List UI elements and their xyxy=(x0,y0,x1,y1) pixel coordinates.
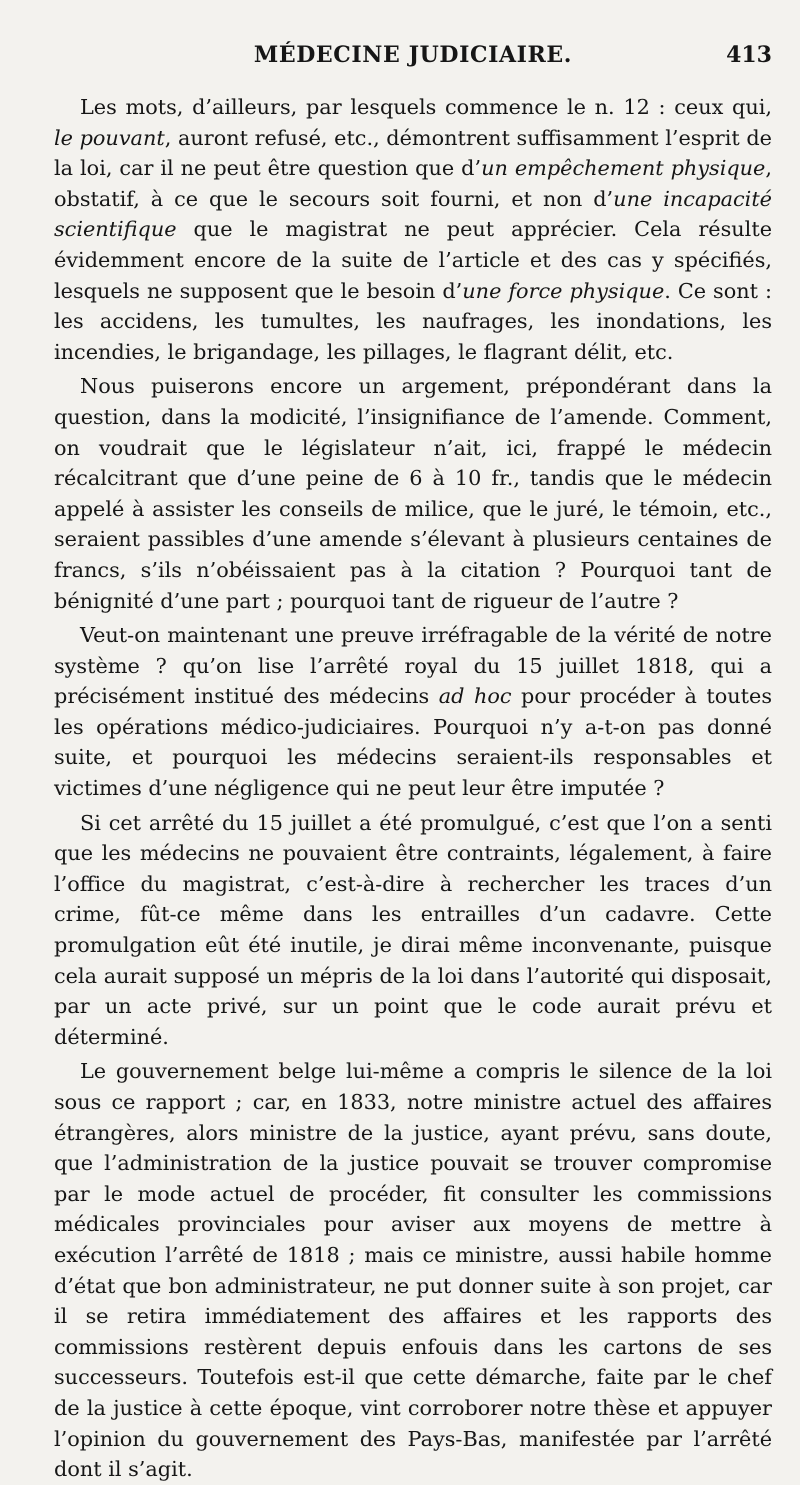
text-run: pour procéder à toutes les opérations médico-judiciaires. Pourquoi n’y a-t-on pas donné suite, et pourquoi les médecins seraient-ils responsables et victimes d’une négligence qui ne peut leur être imputée ? xyxy=(54,684,772,801)
paragraph-2 xyxy=(54,371,772,616)
italic-run: un empêchement physique xyxy=(481,156,766,181)
text-run: , auront refusé, etc., démontrent suffisamment l’esprit de la loi, car il ne peut être question que d’ xyxy=(54,125,772,181)
italic-run: une incapacité scientifique xyxy=(54,186,772,242)
paragraph-1 xyxy=(54,92,772,367)
italic-run: une force physique xyxy=(462,278,665,303)
text-run: Les mots, d’ailleurs, par lesquels commence le n. 12 : ceux qui, xyxy=(80,95,772,119)
paragraph-3 xyxy=(54,620,772,804)
italic-run: le pouvant xyxy=(54,125,165,150)
text-run: Veut-on maintenant une preuve irréfragable de la vérité de notre système ? qu’on lise l’arrêté royal du 15 juillet 1818, qui a précisément institué des médecins xyxy=(54,623,772,709)
text-run: Nous puiserons encore un argement, prépondérant dans la question, dans la modicité, l’insignifiance de l’amende. Comment, on voudrait que le législateur n’ait, ici, frappé le médecin récalcitrant que d’une peine de 6 à 10 fr., tandis que le médecin appelé à assister les conseils de milice, que le juré, le témoin, etc., seraient passibles d’une amende s’élevant à plusieurs centaines de francs, s’ils n’obéissaient pas à la citation ? Pourquoi tant de bénignité d’une part ; pourquoi tant de rigueur de l’autre ? xyxy=(54,374,772,613)
running-title: MÉDECINE JUDICIAIRE. xyxy=(253,42,573,68)
paragraph-5 xyxy=(54,1056,772,1484)
paragraph-4 xyxy=(54,808,772,1053)
body-text xyxy=(54,92,772,1485)
italic-run: ad hoc xyxy=(438,684,512,709)
text-run: , obstatif, à ce que le secours soit fourni, et non d’ xyxy=(54,156,772,211)
text-run: Si cet arrêté du 15 juillet a été promulgué, c’est que l’on a senti que les médecins ne pouvaient être contraints, légalement, à faire l’office du magistrat, c’est-à-dire à rechercher les traces d’un crime, fût-ce même dans les entrailles d’un cadavre. Cette promulgation eût été inutile, je dirai même inconvenante, puisque cela aurait supposé un mépris de la loi dans l’autorité qui disposait, par un acte privé, sur un point que le code aurait prévu et déterminé. xyxy=(54,810,772,1049)
text-run: Le gouvernement belge lui-même a compris le silence de la loi sous ce rapport ; car, en 1833, notre ministre actuel des affaires étrangères, alors ministre de la justice, ayant prévu, sans doute, que l’administration de la justice pouvait se trouver compromise par le mode actuel de procéder, fit consulter les commissions médicales provinciales pour aviser aux moyens de mettre à exécution l’arrêté de 1818 ; mais ce ministre, aussi habile homme d’état que bon administrateur, ne put donner suite à son projet, car il se retira immédiatement des affaires et les rapports des commissions restèrent depuis enfouis dans les cartons de ses successeurs. Toutefois est-il que cette démarche, faite par le chef de la justice à cette époque, vint corroborer notre thèse et appuyer l’opinion du gouvernement des Pays-Bas, manifestée par l’arrêté dont il s’agit. xyxy=(54,1059,772,1482)
page-header xyxy=(54,42,772,72)
text-run: . Ce sont : les accidens, les tumultes, les naufrages, les inondations, les incendies, le brigandage, les pillages, le flagrant délit, etc. xyxy=(54,278,772,364)
page-number: 413 xyxy=(726,42,772,68)
text-run: que le magistrat ne peut apprécier. Cela résulte évidemment encore de la suite de l’article et des cas y spécifiés, lesquels ne supposent que le besoin d’ xyxy=(54,217,772,303)
